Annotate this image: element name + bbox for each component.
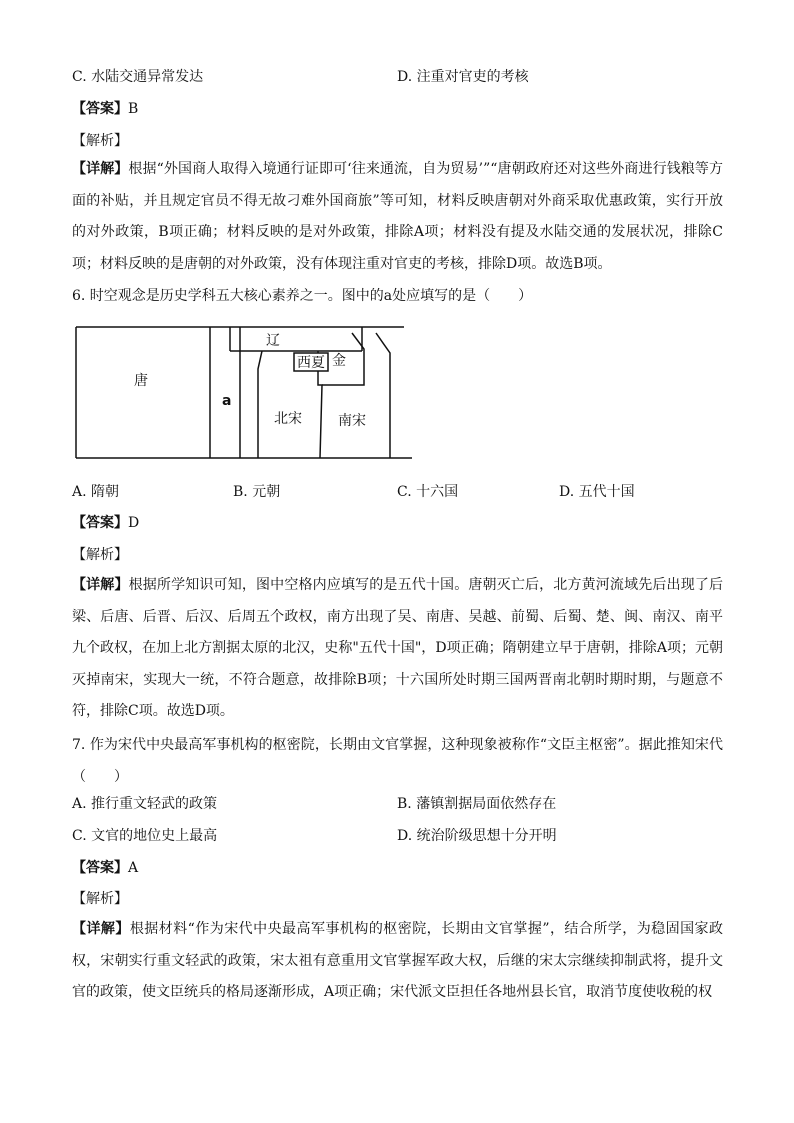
detail-tag: 【详解】 bbox=[72, 577, 129, 593]
q7-stem: 7. 作为宋代中央最高军事机构的枢密院，长期由文官掌握，这种现象被称作“文臣主枢密”。据此推知宋代（ ） bbox=[72, 737, 723, 785]
label-a: a bbox=[222, 393, 232, 409]
q6-answer bbox=[72, 513, 139, 533]
q5-answer bbox=[72, 99, 138, 119]
q7-option-b: B. 藩镇割据局面依然存在 bbox=[397, 796, 557, 812]
beisong-left bbox=[258, 351, 262, 458]
label-xixia: 西夏 bbox=[297, 355, 325, 371]
q6-detail bbox=[72, 570, 723, 728]
label-nansong: 南宋 bbox=[338, 413, 366, 429]
q6-option-c: C. 十六国 bbox=[397, 484, 459, 500]
label-liao: 辽 bbox=[266, 333, 280, 349]
answer-tag: 【答案】 bbox=[72, 860, 128, 876]
detail-tag: 【详解】 bbox=[72, 161, 129, 177]
q6-option-a: A. 隋朝 bbox=[72, 484, 120, 500]
detail-tag: 【详解】 bbox=[72, 921, 130, 937]
q7-analysis-tag: 【解析】 bbox=[72, 891, 128, 907]
answer-tag: 【答案】 bbox=[72, 515, 128, 531]
q7-option-a: A. 推行重文轻武的政策 bbox=[72, 796, 218, 812]
detail-text: 根据材料“作为宋代中央最高军事机构的枢密院，长期由文官掌握”，结合所学，为稳固国家政权，宋朝实行重文轻武的政策，宋太祖有意重用文官掌握军政大权，后继的宋太宗继续抑制武将，提升文官的政策，使文臣统兵的格局逐渐形成，A项正确；宋代派文臣担任各地州县长官，取消节度使收税的权 bbox=[72, 921, 724, 1000]
q6-analysis-tag: 【解析】 bbox=[72, 547, 128, 563]
q6-option-d: D. 五代十国 bbox=[559, 484, 635, 500]
label-jin: 金 bbox=[332, 353, 346, 369]
q6-option-b: B. 元朝 bbox=[233, 484, 281, 500]
detail-text: 根据“外国商人取得入境通行证即可‘往来通流，自为贸易’”“唐朝政府还对这些外商进行钱粮等方面的补贴，并且规定官员不得无故刁难外国商旅”等可知，材料反映唐朝对外商采取优惠政策，实行开放的对外政策，B项正确；材料反映的是对外政策，排除A项；材料没有提及水陆交通的发展状况，排除C项；材料反映的是唐朝的对外政策，没有体现注重对官吏的考核，排除D项。故选B项。 bbox=[72, 161, 723, 272]
answer-value: A bbox=[128, 860, 139, 876]
q6-stem: 6. 时空观念是历史学科五大核心素养之一。图中的a处应填写的是（ ） bbox=[72, 288, 533, 304]
dynasty-timeline-diagram bbox=[72, 323, 417, 463]
q5-detail bbox=[72, 154, 723, 280]
q5-option-d: D. 注重对官吏的考核 bbox=[397, 69, 529, 85]
q7-option-c: C. 文官的地位史上最高 bbox=[72, 828, 218, 844]
timeline-svg bbox=[72, 323, 417, 463]
answer-tag: 【答案】 bbox=[72, 101, 128, 117]
label-beisong: 北宋 bbox=[274, 411, 302, 427]
answer-value: B bbox=[128, 101, 139, 117]
q5-analysis-tag: 【解析】 bbox=[72, 133, 128, 149]
q7-option-d: D. 统治阶级思想十分开明 bbox=[397, 828, 557, 844]
q7-detail bbox=[72, 914, 723, 1009]
answer-value: D bbox=[128, 515, 140, 531]
q7-answer bbox=[72, 858, 138, 878]
detail-text: 根据所学知识可知，图中空格内应填写的是五代十国。唐朝灭亡后，北方黄河流域先后出现了后梁、后唐、后晋、后汉、后周五个政权，南方出现了吴、南唐、吴越、前蜀、后蜀、楚、闽、南汉、南平九个政权，在加上北方割据太原的北汉，史称"五代十国"，D项正确；隋朝建立早于唐朝，排除A项；元朝灭掉南宋，实现大一统，不符合题意，故排除B项；十六国所处时期三国两晋南北朝时期时期，与题意不符，排除C项。故选D项。 bbox=[72, 577, 724, 719]
nansong-right bbox=[376, 333, 390, 458]
q5-option-c: C. 水陆交通异常发达 bbox=[72, 69, 204, 85]
label-tang: 唐 bbox=[134, 373, 148, 389]
